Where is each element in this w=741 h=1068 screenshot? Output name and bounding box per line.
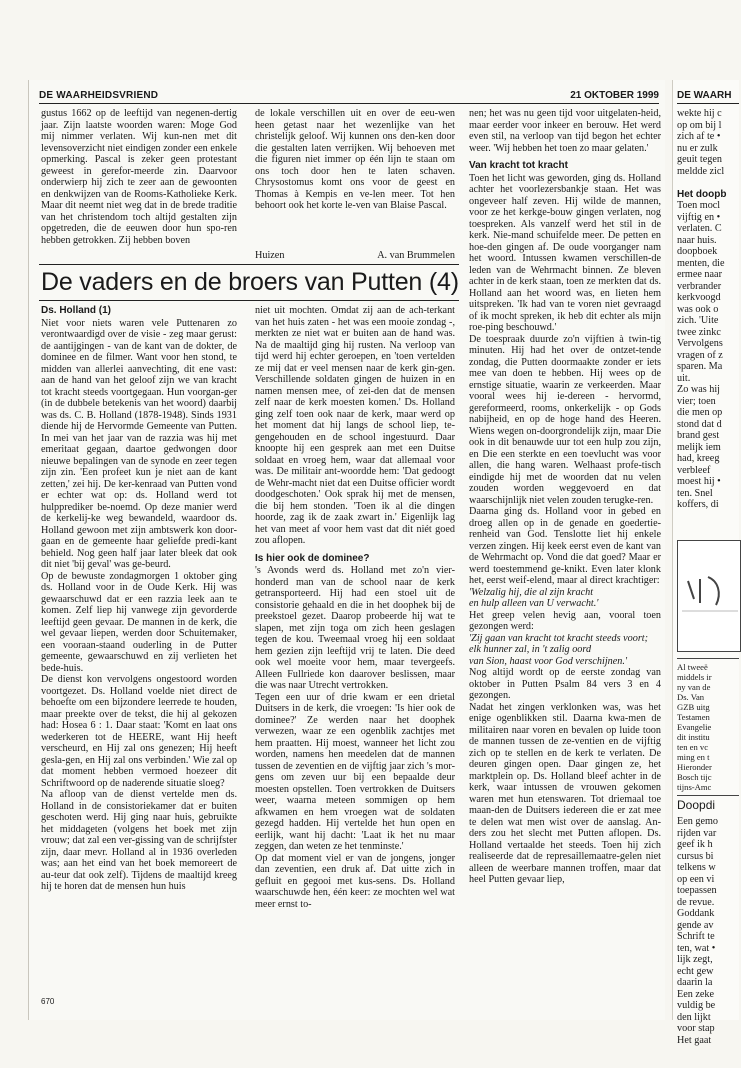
side-text-line: Vervolgens xyxy=(677,338,723,349)
side-text-line: telkens w xyxy=(677,862,716,873)
side-text-line: op een vi xyxy=(677,873,715,885)
next-page-header-rule xyxy=(677,103,739,104)
side-text-line: middels ir xyxy=(677,672,712,682)
psalm-quote-line: en hulp alleen van U verwacht.' xyxy=(469,598,599,609)
article-column-1 xyxy=(41,305,237,893)
side-text-line: GZB uitg xyxy=(677,702,710,712)
side-text-line: verbleef xyxy=(677,464,711,476)
previous-article-text-1: gustus 1662 op de leeftijd van negenen-dertig jaar. Zijn laatste woorden waren: Moge God mij nimmer verlaten. Wij kun-nen met dit levensoverzicht niet eindigen zonder een enkele opmerking. Pascal is zeker geen protestant geweest in gerefor-meerde zin. Daarvoor onderwierp hij zich te zeer aan de gewoonten en denkwijzen van de Rooms-Katholieke Kerk. Maar dit neemt niet weg dat in de brede traditie van het christendom toch altijd gestalten zijn opgetreden, die de eeuwen door hun spo-ren hebben getrokken. Zij hebben boven xyxy=(41,108,237,246)
article-column-3 xyxy=(469,108,661,886)
side-text-line: vier; toen xyxy=(677,395,716,407)
side-text-line: Zo was hij xyxy=(677,384,721,395)
side-text-line: Een gemo xyxy=(677,816,719,827)
signature-author: A. van Brummelen xyxy=(377,250,455,261)
side-text-line: de revue. xyxy=(677,896,715,908)
publication-name: DE WAARHEIDSVRIEND xyxy=(39,90,159,101)
side-text-line: verbrander xyxy=(677,280,722,292)
page-number: 670 xyxy=(41,997,55,1006)
side-text-line: doopboek xyxy=(677,246,718,257)
side-text-line: voor stap xyxy=(677,1023,715,1034)
paragraph: Tegen een uur of drie kwam er een drietal Duitsers in de kerk, die vroegen: 'Is hier ook de dominee?' Ze werden naar het doophek verwezen, waar ze een ogenblik zachtjes met hem praatten. Hij moest, wanneer het licht zou worden, namens hen meedelen dat de mannen tussen de zeventien en de vijftig jaar zich 's mor-gens om zeven uur bij een bepaalde deur moesten opstellen. Toen vertrokken de Duitsers weer, waarna meteen sommigen op hem afkwamen en hem vroegen wat de soldaten gezegd hadden. Hij vertelde het hun open en eerlijk, want hij dacht: 'Laat ik het nu maar zeggen, dan weten ze het tenminste.' xyxy=(255,691,455,852)
spacer xyxy=(677,177,739,189)
psalm-quote-line: van Sion, haast voor God verschijnen.' xyxy=(469,655,628,667)
side-text-line: Het gaat xyxy=(677,1034,712,1046)
side-text-line: geef ik h xyxy=(677,839,713,850)
paragraph: De dienst kon vervolgens ongestoord worden voortgezet. Ds. Holland voelde niet direct de behoefte om een bijzondere leerrede te houden, maar preekte over de tekst, die hij al gekozen had: Hosea 6 : 1. Daar staat: 'Komt en laat ons wederkeren tot de HEERE, want Hij heeft verscheurd, en Hij zal ons genezen; Hij heeft gesla-gen, en Hij zal ons verbinden.' Wie zal op dat moment hebben vermoed hoezeer dit Schriftwoord op de naderende situatie sloeg? xyxy=(41,674,237,789)
side-text-line: nu er zulk xyxy=(677,142,718,154)
previous-article-column-1 xyxy=(41,108,237,246)
paragraph: Het greep velen hevig aan, vooral toen gezongen werd: xyxy=(469,609,661,632)
side-text-line: tijns-Amc xyxy=(677,782,712,792)
subheading-dominee: Is hier ook de dominee? xyxy=(255,552,370,564)
next-page-text-2 xyxy=(677,816,739,1046)
side-text-line: ermee naar xyxy=(677,269,722,280)
paragraph: Toen het licht was geworden, ging ds. Holland achter het voorlezersbankje staan. Het was ongeveer half zeven. Hij wilde de mannen, voor ze het kerkge-bouw gingen verlaten, nog toespreken. Als vanzelf werd het stil in de kerk. Nie-mand schuifelde meer. De petten en hoe-den gingen af. De oude voorganger nam het woord. Intussen kwamen verschillen-de leden van de Wehrmacht binnen. Ze bleven achter in de kerk staan, toen ze merkten dat ds. Holland aan het woord was, en lieten hem uitspreken. 'Ik had van te voren niet gevraagd of ik mocht spreken, ik heb dit echter als mijn roe-ping beschouwd.' xyxy=(469,172,661,333)
next-page-text xyxy=(677,108,739,511)
side-text-line: ten. Snel xyxy=(677,487,713,499)
paragraph: Daarna ging ds. Holland voor in gebed en droeg allen op in de genade en goedertie-renheid van God. Tenslotte liet hij enkele verzen zingen. Hij keek eerst even de kant van de Wehrmacht op. Vond die dat goed? Maar er werd toestemmend ge-knikt. Even later klonk het, eerst weif-elend, maar al direct krachtiger: xyxy=(469,506,661,586)
side-text-line: cursus bi xyxy=(677,850,714,862)
photo-sketch-icon xyxy=(678,541,740,651)
previous-article-text-2: de lokale verschillen uit en over de eeu-wen heen getast naar het wezenlijke van het christelijk geloof. Wij kunnen ons den-ken door die gestalten laten verrijken. Wij behoeven met die figuren niet immer op één lijn te staan om ons toch door hen te laten schaven. Chrysostomus komt ons voor de geest en Thomas à Kempis en ve-len meer. Tot hen behoort ook het korte le-ven van Blaise Pascal. xyxy=(255,108,455,211)
side-text-line: zich af te • xyxy=(677,131,721,142)
newspaper-page xyxy=(28,80,665,1020)
article-column-2 xyxy=(255,305,455,910)
side-text-line: Al tweeë xyxy=(677,662,708,672)
side-text-line: gende av xyxy=(677,919,714,931)
side-text-line: vragen of z xyxy=(677,349,723,361)
subheading-ds-holland: Ds. Holland (1) xyxy=(41,305,112,316)
side-text-line: had, kreeg xyxy=(677,453,720,464)
psalm-quote-line: 'Zij gaan van kracht tot kracht steeds voort; xyxy=(469,632,649,644)
next-page-header: DE WAARH xyxy=(677,90,732,101)
paragraph: Op dat moment viel er van de jongens, jonger dan zeventien, een druk af. Dat uitte zich in gefluit en gegooi met kus-sens. Ds. Holland waarschuwde hen, één keer: ze mochten wel wat meer ernst to- xyxy=(255,852,455,910)
article-title: De vaders en de broers van Putten (4) xyxy=(41,268,459,296)
previous-article-column-2 xyxy=(255,108,455,212)
side-text-line: rijden var xyxy=(677,827,717,839)
side-text-line: koffers, di xyxy=(677,499,719,510)
signature-place: Huizen xyxy=(255,250,285,261)
paragraph: Op de bewuste zondagmorgen 1 oktober ging ds. Holland voor in de Oude Kerk. Hij was gewaarschuwd dat er een razzia leek aan te komen. Zelf liep hij vanwege zijn gevorderde leeftijd geen gevaar. De mannen in de kerk, die wel gevaar liepen, werden door Schuitemaker, een vooraan-staand ouderling in de Putter gemeente, gewaarschuwd en zij verlieten het bede-huis. xyxy=(41,570,237,674)
side-text-line: ming en t xyxy=(677,752,710,762)
psalm-quote-line: elk hunner zal, in 't zalig oord xyxy=(469,644,592,655)
side-text-line: kerkvoogd xyxy=(677,292,721,303)
side-text-line: Schrift te xyxy=(677,931,715,942)
side-text-line: op om bij l xyxy=(677,119,722,131)
title-rule-top xyxy=(39,264,459,265)
psalm-quote-line: 'Welzalig hij, die al zijn kracht xyxy=(469,586,594,598)
title-rule-bottom xyxy=(39,300,459,301)
side-text-line: Toen mocl xyxy=(677,200,721,211)
paragraph: Nog altijd wordt op de eerste zondag van oktober in Putten Psalm 84 vers 3 en 4 gezongen. xyxy=(469,667,661,701)
paragraph: Niet voor niets waren vele Puttenaren zo verontwaardigd over de visie - zeg maar gerust: de aantijgingen - van de kant van de dokter, de dominee en de filmer. Want voor hen stond, te midden van allerlei aanvechting, dit ene vast: aan de hand van het geloof zijn we van kracht tot kracht steeds voortgegaan. Hun voorgan-ger (in de dubbele betekenis van het woord) daarbij was ds. C. B. Holland (1878-1948). Sinds 1931 diende hij de Hervormde Gemeente van Putten. In mei van het jaar van de razzia was hij met emeritaat gegaan, daartoe gedwongen door nieuwe bepalingen van de synode en zeer tegen zijn zin. 'Een profeet kun je niet aan de kant zetten,' zei hij. De ker-kenraad van Putten vond er echter wat op: ds. Holland werd tot hulpprediker be-noemd. Op deze manier werd de kerkelij-ke weg bewandeld, waardoor ds. Holland gewoon met zijn ambtswerk kon door-gaan en de gemeente haar geliefde predi-kant behield. Nog geen half jaar later bleek dat ook dit niet 'bij geval' was ge-beurd. xyxy=(41,317,237,570)
side-text-line: moest hij • xyxy=(677,476,721,487)
side-text-line: Testamen xyxy=(677,712,710,722)
paragraph: nen; het was nu geen tijd voor uitgelaten-heid, maar eerder voor inkeer en berouw. Het werd even stil, na verloop van tijd begon het echter weer. 'Wij hebben het toen zo maar gelaten.' xyxy=(469,108,661,154)
header-rule xyxy=(39,103,659,104)
issue-date: 21 OKTOBER 1999 xyxy=(570,90,659,101)
paragraph: 's Avonds werd ds. Holland met zo'n vier-honderd man van de school naar de kerk getransporteerd. Hij had een stoel uit de consistorie gehaald en die in het doophek bij de preekstoel gezet. Daarop probeerde hij wat te slapen, met zijn toga om zich heen geslagen tegen de kou. Tweemaal vroeg hij een soldaat hem gezien zijn leeftijd vrij te laten. Die deed ook wel moeite voor hem, maar tevergeefs. Alleen Fullriede kon daarover beslissen, maar die was naar Utrecht vertrokken. xyxy=(255,565,455,691)
side-text-line: Het doopb xyxy=(677,188,727,200)
next-page-strip xyxy=(672,80,739,1046)
side-text-line: Ds. Van xyxy=(677,692,705,702)
side-text-line: lijk zegt, xyxy=(677,954,713,965)
side-text-line: menten, die xyxy=(677,257,725,269)
paragraph: niet uit mochten. Omdat zij aan de ach-terkant van het huis zaten - het was een mooie zondag -, merkten ze niet wat er buiten aan de hand was. Na de maaltijd ging hij rusten. Na verloop van tijd werd hij echter geroepen, en 'toen vertelden ze mij dat er veel mensen naar de kerk gin-gen. Verschillende soldaten gingen de huizen in en namen mensen mee, of zei-den dat de mensen zelf naar de kerk moesten komen.' Ds. Holland ging zelf toen ook naar de kerk, maar werd op het moment dat hij langs de school liep, te-gengehouden en de school ingestuurd. Daar knoopte hij een gesprek aan met een Duitse soldaat en vroeg hem, waar dat allemaal voor was. De militair ant-woordde hem: 'Dat gedoogt de Wehr-macht niet dat een Duitse officier wordt doodgeschoten.' Ook sprak hij met de mensen, die bij hem stonden. 'Toen ik al die dingen hoorde, zag ik de zaak zwart in.' Eigenlijk lag het van meet af voor hem vast dat dit niét goed zou aflopen. xyxy=(255,305,455,546)
side-text-line: dit institu xyxy=(677,732,710,742)
side-text-line: Goddank xyxy=(677,908,715,919)
side-text-line: ny van de xyxy=(677,682,711,692)
side-text-line: Een zeke xyxy=(677,988,715,1000)
side-text-line: zich. 'Uite xyxy=(677,315,719,326)
next-page-photo xyxy=(677,540,741,652)
side-text-line: twee zinkc xyxy=(677,326,721,338)
side-text-line: brand gest xyxy=(677,430,720,441)
side-text-line: die men op xyxy=(677,407,723,418)
side-text-line: verlaten. C xyxy=(677,223,722,234)
side-text-line: echt gew xyxy=(677,965,714,977)
side-text-line: melijk iem xyxy=(677,441,721,453)
paragraph: Nadat het zingen verklonken was, was het enige ogenblikken stil. Daarna kwa-men de militairen naar voren en bevalen op luide toon de mannen tussen de ze-ventien en de vijftig zich op te stellen en de kerk te verlaten. De deuren gingen open. Daar gingen ze, het marktplein op. Ds. Holland bleef achter in de kerk, waar intussen de vrouwen gekomen waren met hun etenswaren. Tot driemaal toe maan-den de Duitsers iedereen die er zat mee te delen wat men wist over de aanslag. An-ders zou het slecht met Putten aflopen. Ds. Holland vertaalde het steeds. Toen hij zich realiseerde dat de represaillemaatre-gelen niet alleen de weerbare mannen troffen, maar dat heel Putten gevaar liep, xyxy=(469,701,661,885)
side-text-line: stond dat d xyxy=(677,418,722,430)
next-page-subheading: Doopdi xyxy=(677,798,716,812)
paragraph: De toespraak duurde zo'n vijftien à twin-tig minuten. Hij had het over de ontzet-tende zondag, die Putten doormaakte zonder er iets mee van doen te hebben. Hij wees op de ernstige situatie, waarin ze verkeerden. Maar vooral wees hij ie-dereen - hervormd, gereformeerd, rooms, onkerkelijk - op Gods nabijheid, en op de hoge hand des Heeren. Wiens wegen on-doorgrondelijk zijn, maar Die ook in dit benauwde uur tot een hulp zou zijn, en Die een sterkte en een toevlucht was voor allen, die hang waren. Welhaast profe-tisch eindigde hij met de woorden dat nu velen zouden worden weggevoerd en dat waarschijnlijk niet velen zouden terugke-ren. xyxy=(469,333,661,506)
side-text-line: geuit tegen xyxy=(677,154,722,165)
paragraph: Na afloop van de dienst vertelde men ds. Holland in de consistoriekamer dat er buiten geschoten werd. Hij ging naar huis, gebruikte het middageten (volgens het boek met zijn vrouw; dat zal een ver-gissing van de schrijfster zijn, daar mevr. Holland al in 1936 overleden was; aan het eind van het boek memoreert de au-teur dat ook zelf). Tijdens de maaltijd kreeg hij te horen dat de mensen hun huis xyxy=(41,789,237,892)
side-text-line: Bosch tijc xyxy=(677,772,712,782)
side-text-line: Hieronder xyxy=(677,762,712,772)
side-text-line: Evangelie xyxy=(677,722,712,732)
side-text-line: meldde zicl xyxy=(677,165,725,177)
side-text-line: uit. xyxy=(677,372,691,384)
side-text-line: sparen. Ma xyxy=(677,361,723,372)
side-text-line: vuldig be xyxy=(677,1000,716,1011)
side-text-line: vijftig en • xyxy=(677,211,721,223)
side-text-line: was ook o xyxy=(677,303,719,315)
photo-caption xyxy=(677,658,739,796)
side-text-line: wekte hij c xyxy=(677,108,722,119)
side-text-line: ten, wat • xyxy=(677,942,716,954)
side-text-line: naar huis. xyxy=(677,234,717,246)
side-text-line: daarin la xyxy=(677,977,713,988)
side-text-line: den lijkt xyxy=(677,1011,711,1023)
side-text-line: toepassen xyxy=(677,885,717,896)
subheading-van-kracht-tot-kracht: Van kracht tot kracht xyxy=(469,160,568,171)
side-text-line: ten en vc xyxy=(677,742,709,752)
